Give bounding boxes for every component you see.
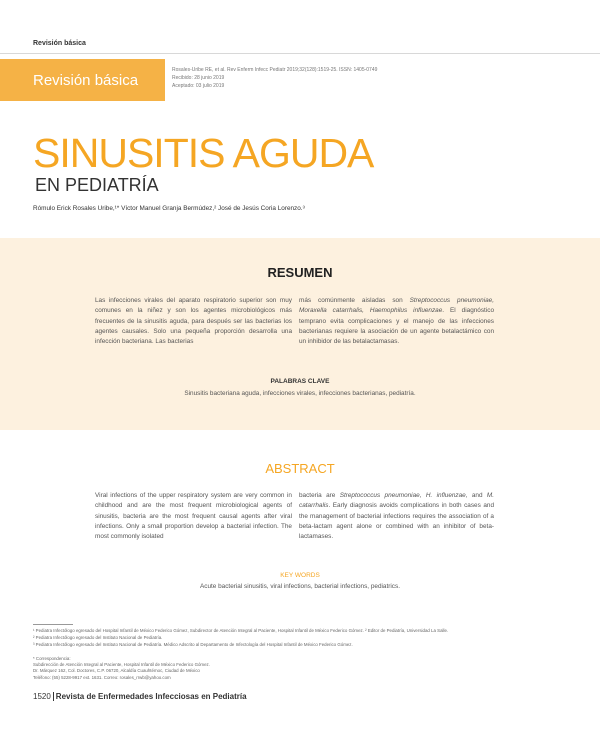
resumen-text: . El diagnóstico temprano evita complicaciones y el manejo de las infecciones bacterianas requiere la asociación de un agente betalactámico con un inhibidor de las betalactamasas.: [299, 307, 494, 346]
palabras-clave-heading: PALABRAS CLAVE: [270, 378, 330, 385]
abstract-text: . Early diagnosis avoids complications in both cases and the management of bacterial infections requires the association of a beta-lactam agent alone or combined with an inhibitor of beta-lactamases.: [299, 502, 494, 541]
accepted-date: Aceptado: 03 julio 2019: [172, 83, 225, 89]
resumen-organisms: Streptococcus pneumoniae, Moraxella catarrhalis, Haemophilus influenzae: [299, 297, 494, 315]
resumen-heading: RESUMEN: [267, 265, 333, 280]
correspondence-line: Subdirección de Atención Integral al Paciente, Hospital Infantil de México Federico Gómez.: [33, 662, 210, 668]
banner-label: Revisión básica: [33, 71, 139, 89]
authors: Rómulo Erick Rosales Uribe,¹* Víctor Manuel Granja Bermúdez,² José de Jesús Coria Lorenzo.³: [33, 205, 305, 212]
abstract-organism: M. catarrhalis: [299, 492, 494, 510]
abstract-heading: ABSTRACT: [265, 461, 335, 476]
received-date: Recibido: 28 junio 2019: [172, 75, 225, 81]
correspondence: [33, 656, 210, 681]
correspondence-line: Dr. Márquez 162, Col. Doctores, C.P. 06720, Alcaldía Cuauhtémoc, Ciudad de México: [33, 668, 200, 674]
footnote-1: ¹ Pediatra Infectólogo egresado del Hospital Infantil de México Federico Gómez, Subdirector de Atención Integral al Paciente, Hospital Infantil de México Federico Gómez. ² Editor de Pediatría, Universidad La Salle.: [33, 628, 449, 633]
section-banner: [0, 59, 165, 101]
article-subtitle: EN PEDIATRÍA: [35, 175, 159, 195]
abstract-organisms: Streptococcus pneumoniae, H. influenzae,: [339, 492, 468, 499]
footnote-3: ³ Pediatra Infectólogo egresado del Instituto Nacional de Pediatría. Médico Adscrito al Departamento de Infectología del Hospital Infantil de México Federico Gómez.: [33, 642, 353, 647]
footer-separator: [53, 692, 54, 701]
page-number: 1520: [33, 692, 51, 701]
palabras-clave: Sinusitis bacteriana aguda, infecciones virales, infecciones bacterianas, pediatría.: [184, 390, 416, 397]
resumen-column-1: Las infecciones virales del aparato respiratorio superior son muy comunes en la niñez y son los agentes microbiológicos más frecuentes de la sinusitis aguda, para después ser las bacterias los agentes causales. Solo una pequeña proporción desarrolla una infección bacteriana. Las bacterias: [95, 297, 292, 346]
abstract-column-1: Viral infections of the upper respiratory system are very common in childhood and are the most frequent microbiological agents of sinusitis, bacteria are the most frequent causal agents after viral infections. Only a small proportion develop a bacterial infection. The most commonly isolated: [95, 492, 292, 541]
resumen-text: más comúnmente aisladas son: [299, 297, 410, 304]
article-title: SINUSITIS AGUDA: [33, 130, 374, 176]
key-words-heading: KEY WORDS: [280, 572, 320, 579]
abstract-text: bacteria are: [299, 492, 340, 499]
section-label: Revisión básica: [33, 40, 86, 47]
page-footer: [33, 692, 247, 701]
footnote-divider: [33, 624, 73, 625]
header-divider: [0, 53, 600, 54]
resumen-column-2: [299, 296, 494, 347]
abstract-column-2: [299, 491, 494, 542]
correspondence-heading: * Correspondencia:: [33, 656, 71, 661]
key-words: Acute bacterial sinusitis, viral infections, bacterial infections, pediatrics.: [200, 583, 400, 590]
correspondence-line: Teléfono: (55) 5228-9917 ext. 1631. Correo: rosales_rrwb@yahoo.com: [33, 674, 171, 680]
abstract-text: and: [467, 492, 487, 499]
journal-name: Revista de Enfermedades Infecciosas en Pediatría: [55, 692, 247, 701]
citation-line: Rosales-Uribe RE, et al. Rev Enferm Infecc Pediatr 2019;32(128):1519-25. ISSN: 1405-0749: [172, 67, 378, 73]
footnote-2: ² Pediatra Infectólogo egresado del Instituto Nacional de Pediatría.: [33, 635, 163, 640]
citation-block: [172, 66, 377, 90]
